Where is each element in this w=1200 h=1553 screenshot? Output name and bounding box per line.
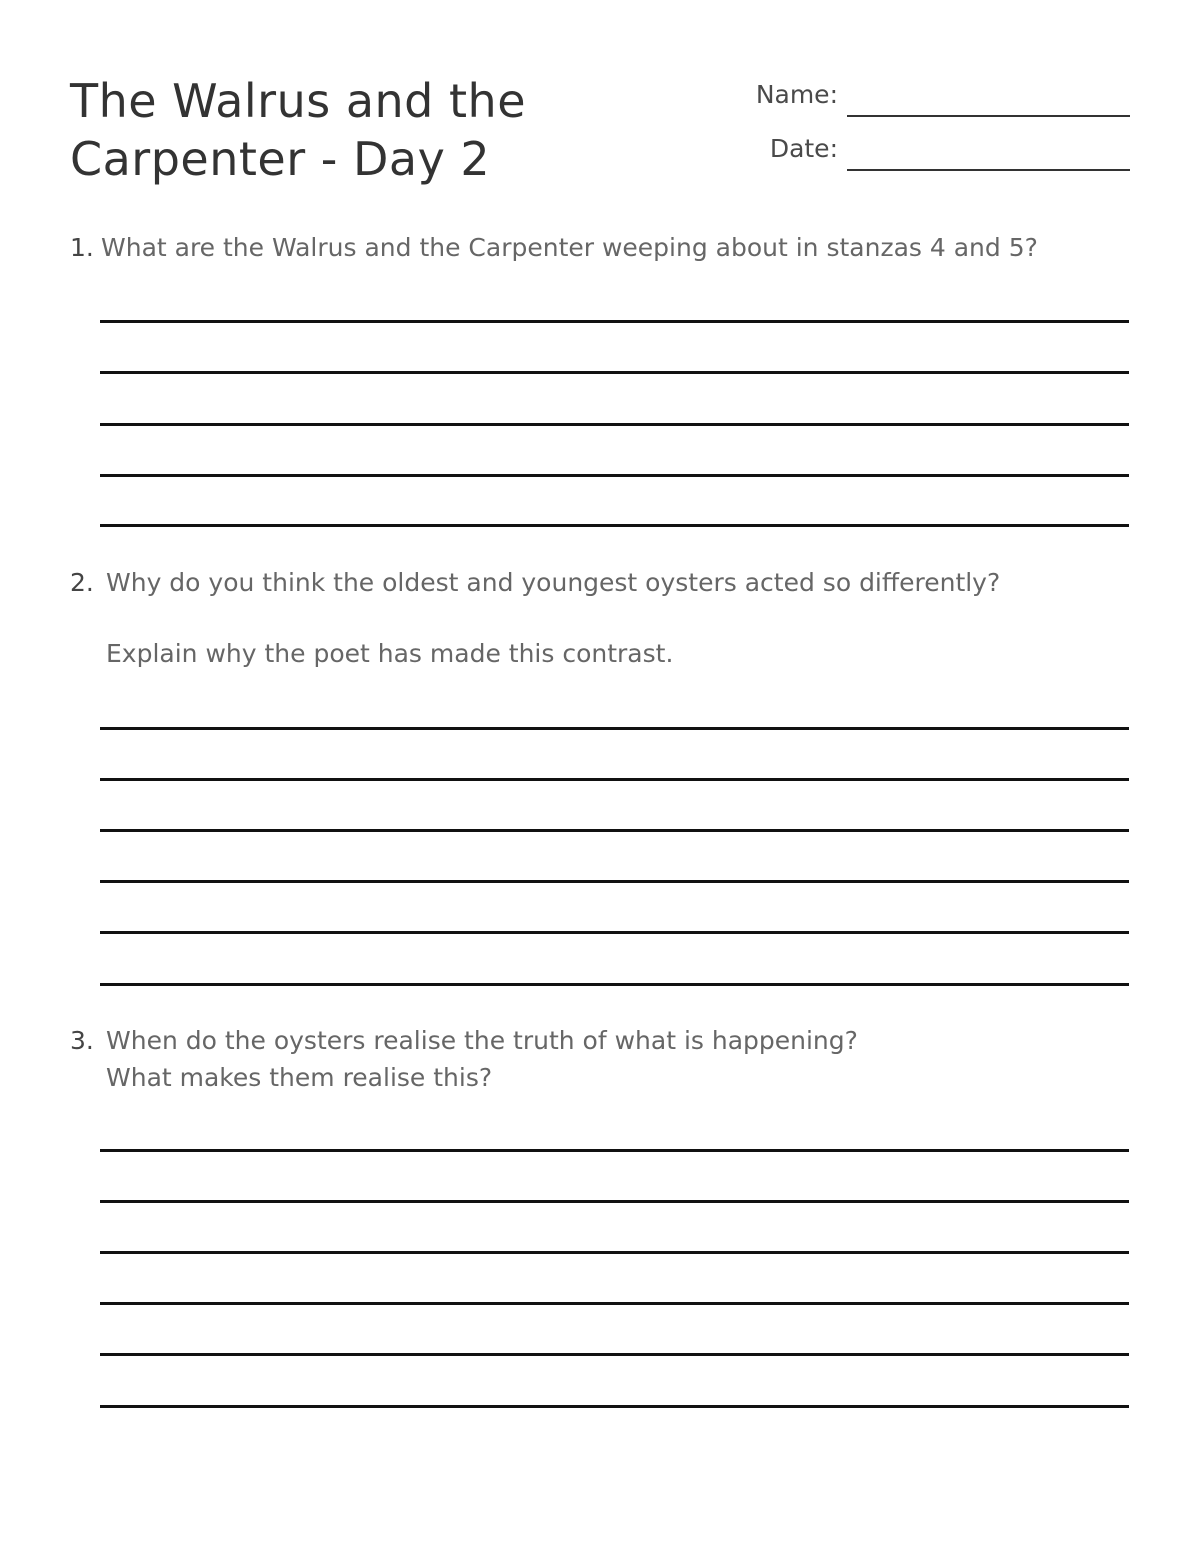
answer-line[interactable] — [100, 931, 1129, 934]
question-text: Explain why the poet has made this contrast. — [106, 639, 674, 668]
title-line-1: The Walrus and the — [70, 74, 526, 128]
answer-line[interactable] — [100, 371, 1129, 374]
answer-line[interactable] — [100, 727, 1129, 730]
name-label: Name: — [755, 80, 838, 109]
answer-line[interactable] — [100, 778, 1129, 781]
question-text: Why do you think the oldest and youngest oysters acted so differently? — [106, 568, 1001, 597]
question-text: What makes them realise this? — [106, 1063, 493, 1092]
answer-line[interactable] — [100, 1405, 1129, 1408]
date-label: Date: — [769, 134, 838, 163]
answer-line[interactable] — [100, 474, 1129, 477]
title-line-2: Carpenter - Day 2 — [70, 132, 491, 186]
question-text: When do the oysters realise the truth of what is happening? — [106, 1026, 858, 1055]
answer-line[interactable] — [100, 320, 1129, 323]
question-text: What are the Walrus and the Carpenter weeping about in stanzas 4 and 5? — [101, 233, 1038, 262]
answer-line[interactable] — [100, 1251, 1129, 1254]
answer-line[interactable] — [100, 829, 1129, 832]
question-number: 2. — [70, 568, 94, 597]
answer-line[interactable] — [100, 880, 1129, 883]
date-field[interactable] — [700, 131, 1130, 171]
question-number: 3. — [70, 1026, 94, 1055]
answer-line[interactable] — [100, 1302, 1129, 1305]
name-write-line[interactable] — [847, 115, 1130, 117]
answer-line[interactable] — [100, 423, 1129, 426]
answer-line[interactable] — [100, 1200, 1129, 1203]
date-write-line[interactable] — [847, 169, 1130, 171]
answer-line[interactable] — [100, 983, 1129, 986]
answer-line[interactable] — [100, 1353, 1129, 1356]
worksheet-title — [70, 72, 590, 188]
answer-line[interactable] — [100, 1149, 1129, 1152]
question-number: 1. — [70, 233, 94, 262]
answer-line[interactable] — [100, 524, 1129, 527]
name-field[interactable] — [700, 77, 1130, 117]
